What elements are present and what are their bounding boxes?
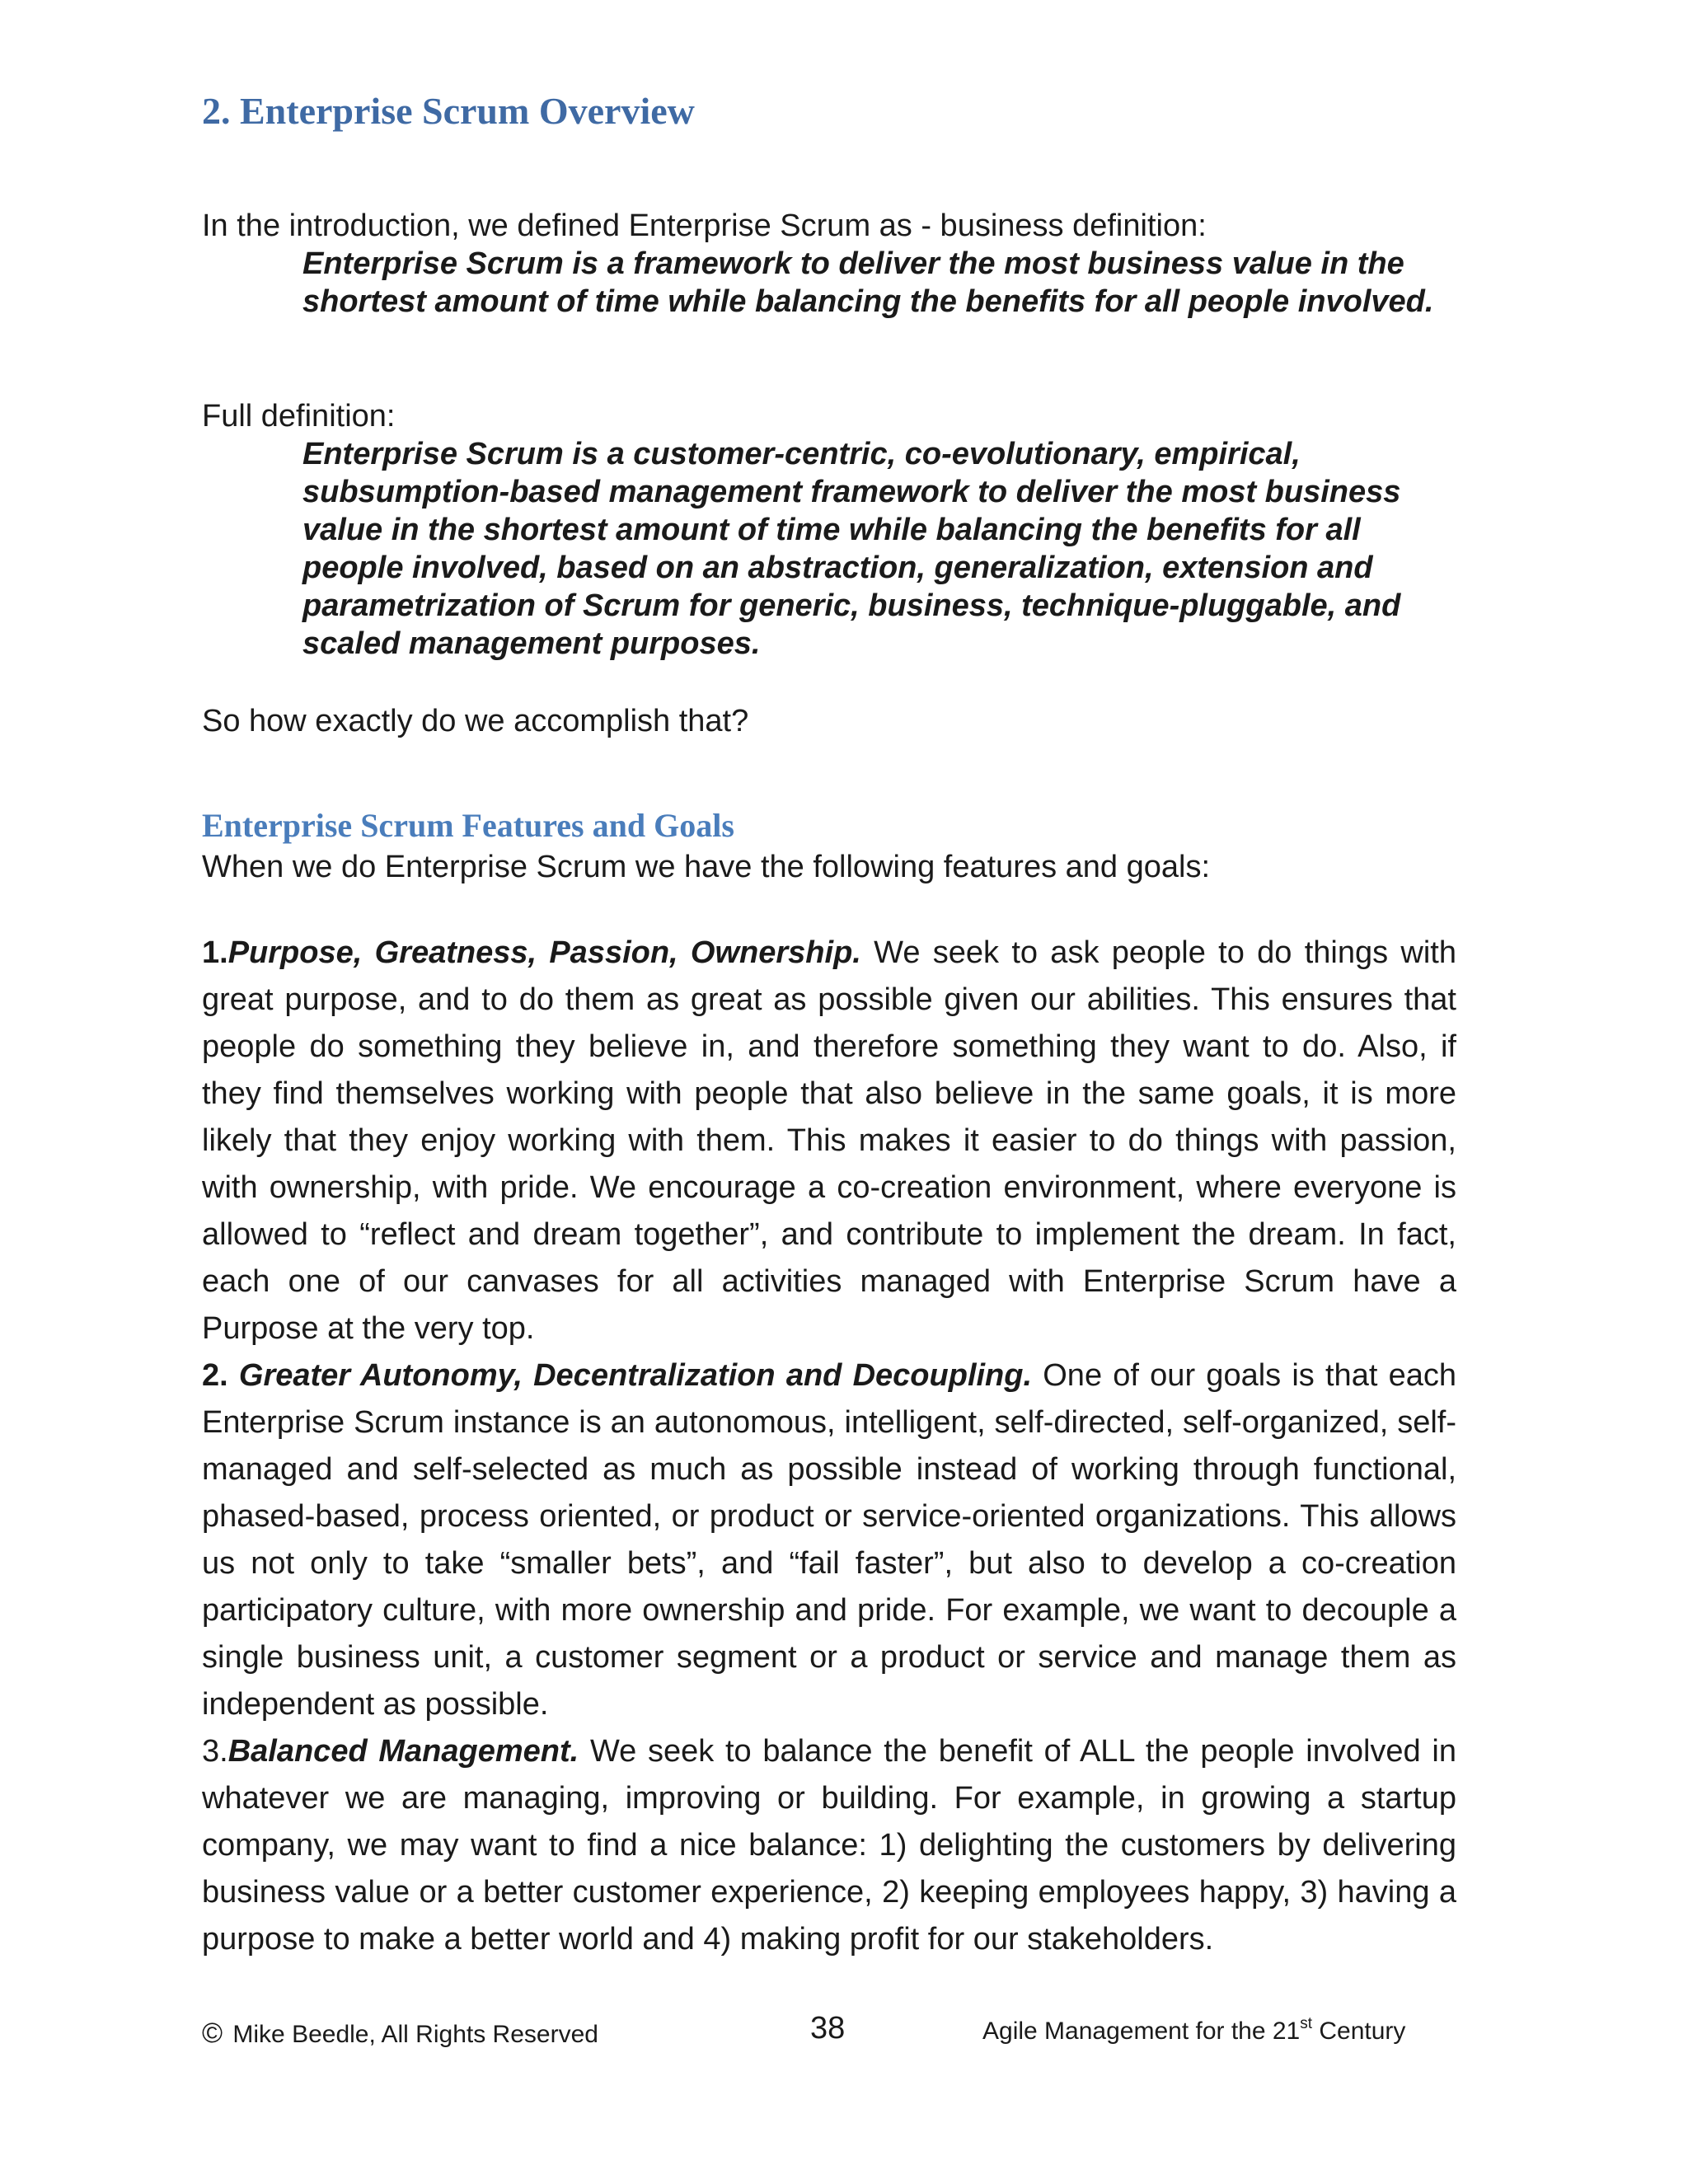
book-title-suffix: Century [1312, 2018, 1406, 2045]
full-definition-quote: Enterprise Scrum is a customer-centric, co-evolutionary, empirical, subsumption-based management framework to deliver the most business value in the shortest amount of time while balancing the benefits for all people involved, based on an abstraction, generalization, extension and parametrization of Scrum for generic, business, technique-pluggable, and scaled management purposes. [302, 437, 1401, 661]
book-title-ordinal: st [1300, 2015, 1313, 2032]
feature-number: 2. [202, 1358, 228, 1393]
features-heading: Enterprise Scrum Features and Goals [202, 807, 734, 844]
page-number: 38 [810, 2011, 846, 2046]
page-footer [202, 2011, 1456, 2052]
feature-item-2 [202, 1352, 1456, 1728]
copyright-icon: © [202, 2018, 223, 2049]
features-list [202, 930, 1456, 1963]
book-title-prefix: Agile Management for the 21 [982, 2018, 1301, 2045]
feature-lead: Greater Autonomy, Decentralization and Decoupling. [227, 1358, 1033, 1393]
feature-lead: Purpose, Greatness, Passion, Ownership. [227, 935, 861, 970]
intro-paragraph: In the introduction, we defined Enterprise Scrum as - business definition: [202, 209, 1207, 243]
feature-text: We seek to ask people to do things with great purpose, and to do them as great as possible given our abilities. This ensures that people do something they believe in, and therefore something they want to do. Also, if they find themselves working with people that also believe in the same goals, it is more likely that they enjoy working with them. This makes it easier to do things with passion, with ownership, with pride. We encourage a co-creation environment, where everyone is allowed to “reflect and dream together”, and contribute to implement the dream. In fact, each one of our canvases for all activities managed with Enterprise Scrum have a Purpose at the very top. [202, 935, 1456, 1346]
feature-lead: Balanced Management. [227, 1734, 579, 1769]
section-title: 2. Enterprise Scrum Overview [202, 90, 695, 132]
feature-item-3 [202, 1728, 1456, 1963]
footer-book-title [982, 2015, 1406, 2046]
feature-text: One of our goals is that each Enterprise Scrum instance is an autonomous, intelligent, self-directed, self-organized, self-managed and self-selected as much as possible instead of working through functional, phased-based, process oriented, or product or service-oriented organizations. This allows us not only to take “smaller bets”, and “fail faster”, but also to develop a co-creation participatory culture, with more ownership and pride. For example, we want to decouple a single business unit, a customer segment or a product or service and manage them as independent as possible. [202, 1358, 1456, 1722]
question-paragraph: So how exactly do we accomplish that? [202, 704, 749, 738]
feature-text: We seek to balance the benefit of ALL the people involved in whatever we are managing, improving or building. For example, in growing a startup company, we may want to find a nice balance: 1) delighting the customers by delivering business value or a better customer experience, 2) keeping employees happy, 3) having a purpose to make a better world and 4) making profit for our stakeholders. [202, 1734, 1456, 1957]
business-definition-quote: Enterprise Scrum is a framework to deliver the most business value in the shortest amount of time while balancing the benefits for all people involved. [302, 246, 1434, 319]
full-definition-label: Full definition: [202, 399, 396, 434]
feature-number: 3. [202, 1734, 228, 1769]
feature-item-1 [202, 930, 1456, 1352]
feature-number: 1. [202, 935, 228, 970]
footer-copyright [202, 2018, 598, 2050]
features-intro: When we do Enterprise Scrum we have the following features and goals: [202, 850, 1210, 884]
copyright-text: Mike Beedle, All Rights Reserved [226, 2021, 598, 2048]
